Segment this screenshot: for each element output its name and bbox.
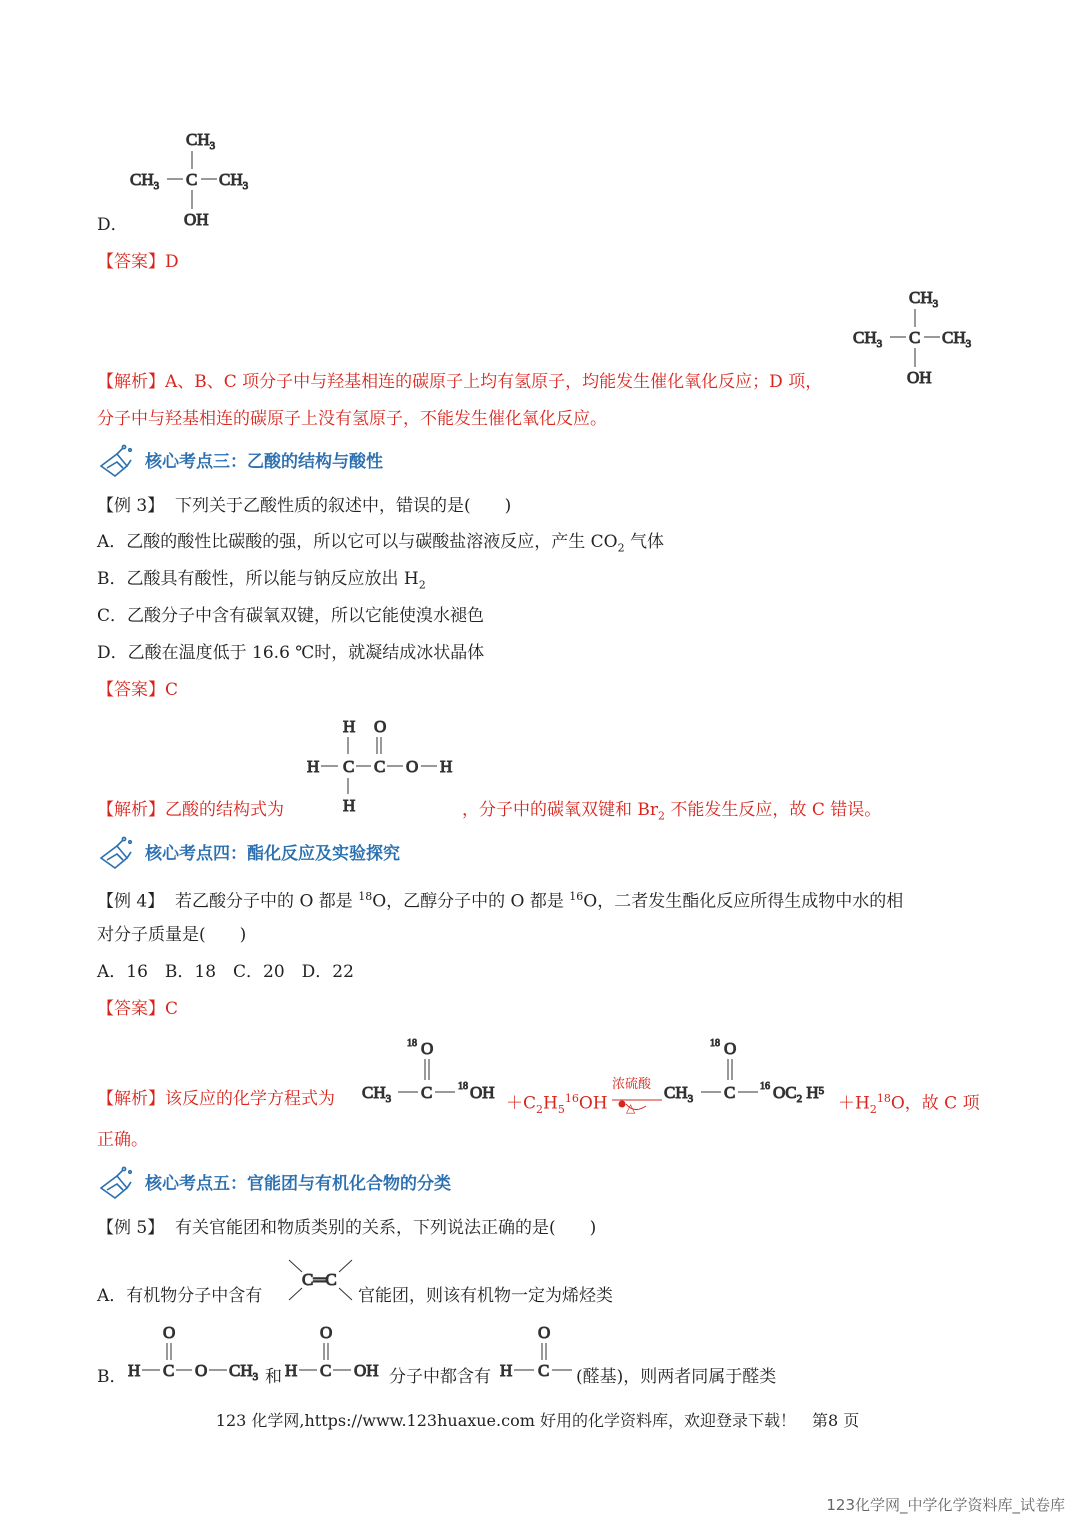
page-footer: 123 化学网,https://www.123huaxue.com 好用的化学资料库，欢迎登录下载！ 第8 页 bbox=[215, 1411, 860, 1430]
oh-group: OH bbox=[184, 210, 209, 229]
answer-value: D bbox=[165, 252, 179, 272]
option-b-tail: (醛基)，则两者同属于醛类 bbox=[576, 1367, 777, 1387]
svg-text:C: C bbox=[163, 1361, 175, 1380]
svg-text:C: C bbox=[538, 1361, 550, 1380]
example-tag: 【例 3】 bbox=[97, 496, 165, 516]
svg-text:O: O bbox=[374, 717, 387, 736]
example-stem: 下列关于乙酸性质的叙述中，错误的是( ) bbox=[175, 496, 512, 516]
answer-ex4: 【答案】C bbox=[97, 999, 179, 1019]
heat-symbol: △ bbox=[626, 1101, 636, 1115]
example-5-option-a-part2: 官能团，则该有机物一定为烯烃类 bbox=[358, 1286, 613, 1306]
analysis-ex3-tail: ，分子中的碳氧双键和 $Br_2$ 不能发生反应，故 C 错误。 bbox=[462, 800, 882, 823]
option-b-middle: 分子中都含有 bbox=[389, 1367, 491, 1387]
example-4-stem: 【例 4】 若乙酸分子中的 O 都是 $^{18}$O，乙醇分子中的 O 都是 $^{16}$O，二者发生酯化反应所得生成物中水的相 bbox=[97, 890, 904, 912]
svg-text:C: C bbox=[724, 1083, 736, 1102]
section-title-4: 核心考点四：酯化反应及实验探究 bbox=[145, 844, 400, 864]
svg-text:O: O bbox=[421, 1039, 434, 1058]
example-3-option-d: D．乙酸在温度低于 16.6 ℃时，就凝结成冰状晶体 bbox=[97, 643, 485, 663]
svg-text:16: 16 bbox=[760, 1081, 770, 1092]
ethanol-term: $+C_2H_5^{16}OH$ bbox=[506, 1092, 608, 1117]
svg-text:H: H bbox=[343, 717, 356, 736]
svg-text:C: C bbox=[374, 757, 386, 776]
svg-text:CH3: $CH_3$ bbox=[362, 1083, 392, 1105]
svg-text:18: 18 bbox=[710, 1038, 720, 1049]
analysis-ex4-intro: 【解析】该反应的化学方程式为 bbox=[97, 1089, 335, 1109]
svg-text:18: 18 bbox=[407, 1038, 417, 1049]
flask-icon bbox=[97, 1166, 135, 1202]
example-3-option-a: A．乙酸的酸性比碳酸的强，所以它可以与碳酸盐溶液反应，产生 $CO_2$ 气体 bbox=[97, 532, 665, 555]
catalyst-label: 浓硫酸 bbox=[612, 1077, 652, 1092]
analysis-q2-line2: 分子中与羟基相连的碳原子上没有氢原子，不能发生催化氧化反应。 bbox=[97, 409, 607, 429]
alkene-group-structure bbox=[285, 1256, 357, 1306]
svg-text:O: O bbox=[724, 1039, 737, 1058]
svg-text:OH: OH bbox=[354, 1361, 379, 1380]
svg-text:O: O bbox=[538, 1323, 551, 1342]
example-3-stem bbox=[97, 495, 511, 517]
svg-text:O: O bbox=[320, 1323, 333, 1342]
svg-text:O: O bbox=[195, 1361, 208, 1380]
ester-structure bbox=[660, 1032, 840, 1112]
watermark: 123化学网_中学化学资料库_试卷库 bbox=[826, 1496, 1065, 1514]
example-4-options: A．16 B．18 C．20 D．22 bbox=[97, 962, 354, 982]
svg-text:CH3: $CH_3$ bbox=[942, 328, 972, 350]
svg-text:C: C bbox=[909, 328, 921, 347]
example-5-option-b-label: B． bbox=[97, 1367, 127, 1387]
analysis-ex4-line2: 正确。 bbox=[97, 1130, 148, 1150]
acetic-acid-structure bbox=[305, 712, 475, 817]
central-c: C bbox=[186, 170, 198, 189]
svg-text:OH: OH bbox=[907, 368, 932, 387]
svg-text:CH3: $CH_3$ bbox=[664, 1083, 694, 1105]
flask-icon bbox=[97, 444, 135, 480]
svg-text:OC2 H5: $OC_2$ $H^5$ bbox=[773, 1083, 825, 1105]
svg-text:O: O bbox=[406, 757, 419, 776]
svg-text:H: H bbox=[500, 1361, 513, 1380]
ch3-right: $CH_3$ bbox=[219, 170, 249, 192]
answer-label: 【答案】 bbox=[97, 252, 165, 272]
svg-text:H: H bbox=[440, 757, 453, 776]
section-title-5: 核心考点五：官能团与有机化合物的分类 bbox=[145, 1174, 451, 1194]
svg-text:H: H bbox=[128, 1361, 141, 1380]
tert-butanol-structure-d bbox=[125, 125, 265, 235]
svg-text:CH3: $CH_3$ bbox=[229, 1361, 259, 1383]
svg-text:18: 18 bbox=[458, 1081, 468, 1092]
formic-acid-structure bbox=[285, 1318, 395, 1384]
svg-text:H: H bbox=[343, 796, 356, 815]
example-4-stem-line2: 对分子质量是( ) bbox=[97, 925, 247, 945]
analysis-q2-line1 bbox=[97, 371, 822, 393]
option-b-and: 和 bbox=[265, 1367, 282, 1387]
tert-butanol-structure-analysis bbox=[848, 283, 988, 393]
example-5-stem: 【例 5】 有关官能团和物质类别的关系，下列说法正确的是( ) bbox=[97, 1218, 597, 1238]
analysis-label: 【解析】 bbox=[97, 372, 165, 392]
ch3-top: $CH_3$ bbox=[186, 130, 216, 152]
section-title-3: 核心考点三：乙酸的结构与酸性 bbox=[145, 452, 383, 472]
aldehyde-group-structure bbox=[500, 1318, 580, 1384]
example-3-option-c: C．乙酸分子中含有碳氧双键，所以它能使溴水褪色 bbox=[97, 606, 485, 626]
example-3-option-b: B．乙酸具有酸性，所以能与钠反应放出 $H_2$ bbox=[97, 569, 426, 592]
analysis-text: A、B、C 项分子中与羟基相连的碳原子上均有氢原子，均能发生催化氧化反应；D 项， bbox=[165, 372, 823, 392]
ch3-left: $CH_3$ bbox=[130, 170, 160, 192]
svg-text:C: C bbox=[320, 1361, 332, 1380]
svg-text:C: C bbox=[421, 1083, 433, 1102]
svg-text:O: O bbox=[163, 1323, 176, 1342]
acetic-acid-18o-structure bbox=[362, 1032, 512, 1112]
svg-text:H: H bbox=[285, 1361, 298, 1380]
svg-text:H: H bbox=[307, 757, 320, 776]
option-d-label: D． bbox=[97, 215, 128, 235]
water-term: $+H_2^{18}O$，故 C 项 bbox=[838, 1092, 980, 1117]
svg-text:CH3: $CH_3$ bbox=[853, 328, 883, 350]
svg-text:OH: OH bbox=[470, 1083, 495, 1102]
analysis-ex3: 【解析】乙酸的结构式为 bbox=[97, 800, 284, 820]
example-5-option-a-part1: A．有机物分子中含有 bbox=[97, 1286, 263, 1306]
answer-ex3: 【答案】C bbox=[97, 680, 179, 700]
svg-text:C: C bbox=[343, 757, 355, 776]
methyl-formate-structure bbox=[128, 1318, 268, 1384]
svg-text:C═C: C═C bbox=[302, 1270, 337, 1289]
svg-text:CH3: $CH_3$ bbox=[909, 288, 939, 310]
flask-icon bbox=[97, 836, 135, 872]
answer-q2 bbox=[97, 251, 179, 273]
